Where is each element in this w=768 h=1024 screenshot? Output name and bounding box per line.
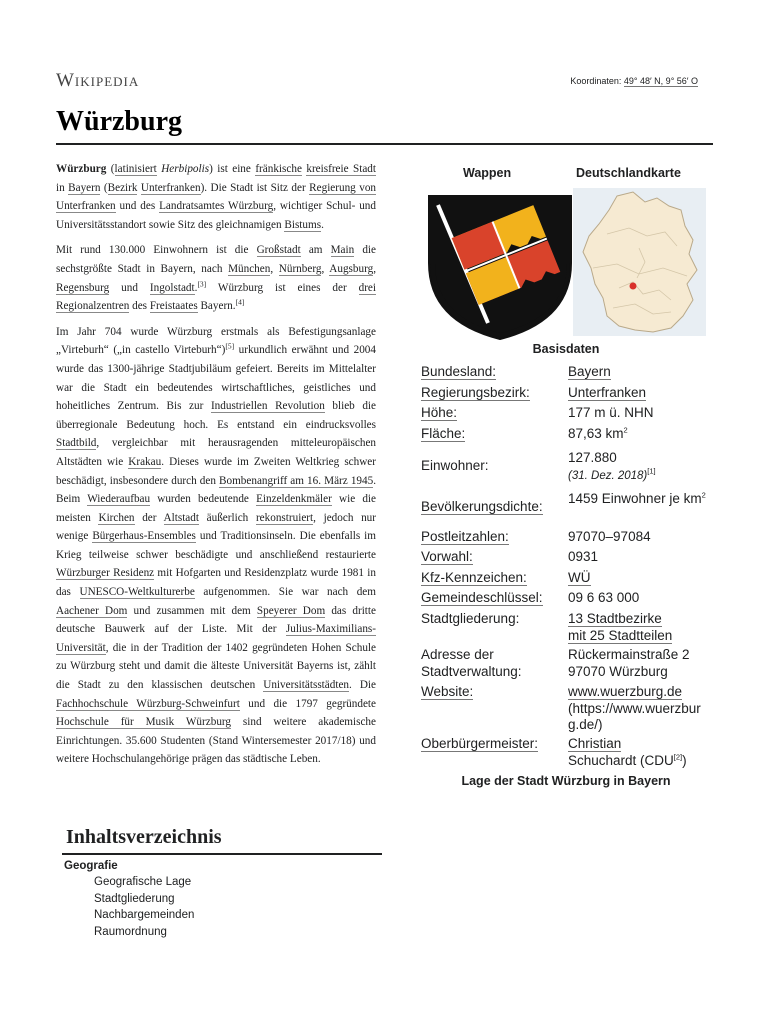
infobox-key[interactable]: Fläche: (421, 426, 466, 441)
paragraph-intro: Würzburg (latinisiert Herbipolis) ist eine fränkische kreisfreie Stadt in Bayern (Bezirk Unterfranken). Die Stadt ist Sitz der Regierung von Unterfranken und des Landratsamtes Würzburg, wichtiger Schul- und Universitätsstandort sowie Sitz des gleichnamigen Bistums. (56, 163, 377, 231)
inline-link[interactable]: UNESCO-Weltkulturerbe (79, 586, 195, 599)
toc-item[interactable]: Nachbargemeinden (94, 909, 195, 921)
infobox-key[interactable]: Kfz-Kennzeichen: (421, 570, 527, 585)
basisdaten-heading: Basisdaten (532, 342, 600, 356)
inline-link[interactable]: rekonstruiert (255, 511, 314, 524)
article-body (56, 160, 376, 776)
germany-map-image[interactable] (573, 188, 706, 336)
bold-term: Würzburg (56, 163, 107, 175)
coordinates-label: Koordinaten: (570, 76, 622, 86)
inline-link[interactable]: Wiederaufbau (87, 493, 151, 506)
infobox-key[interactable]: Gemeindeschlüssel: (421, 590, 543, 605)
infobox-key[interactable]: Vorwahl: (421, 549, 473, 564)
infobox-value-2: 97070 Würzburg (568, 663, 668, 679)
infobox-caption: Lage der Stadt Würzburg in Bayern (461, 774, 671, 788)
inline-link[interactable]: Bayern (68, 181, 101, 194)
paragraph-history: Im Jahr 704 wurde Würzburg erstmals als Befestigungsanlage „Virteburh“ („in castello Virteburh“)[5] urkundlich erwähnt und 2004 wurde das 1300-jährige Stadtjubiläum gefeiert. Bereits im Mittelalter war die Stadt ein bedeutendes wirtschaftliches, geistliches und hoheitliches Zentrum. Bis zur Industriellen Revolution blieb die überregionale Bedeutung hoch. Es entstand ein eindrucksvolles Stadtbild, vergleichbar mit herausragenden mitteleuropäischen Altstädten wie Krakau. Dieses wurde im Zweiten Weltkrieg schwer beschädigt, insbesondere durch den Bombenangriff am 16. März 1945. Beim Wiederaufbau wurden bedeutende Einzeldenkmäler wie die meisten Kirchen der Altstadt äußerlich rekonstruiert, jedoch nur wenige Bürgerhaus-Ensembles und Traditionsinseln. Die ebenfalls im Krieg teilweise schwer beschädigte und anschließend restaurierte Würzburger Residenz mit Hofgarten und Residenzplatz wurde 1981 in das UNESCO-Weltkulturerbe aufgenommen. Sie war nach dem Aachener Dom und zusammen mit dem Speyerer Dom das dritte deutsche Bauwerk auf der Liste. Mit der Julius-Maximilians-Universität, die in der Tradition der 1402 gegründeten Hohen Schule zu Würzburg steht und damit die älteste Universität Bayerns ist, zählt die Stadt zu den klassischen deutschen Universitätsstädten. Die Fachhochschule Würzburg-Schweinfurt und die 1797 gegründete Hochschule für Musik Würzburg sind weitere akademische Einrichtungen. 35.600 Studenten (Stand Wintersemester 2017/18) und weitere Hochschulangehörige prägen das städtische Leben. (56, 325, 377, 766)
inline-link[interactable]: latinisiert (114, 163, 157, 175)
infobox-value[interactable]: Bayern (568, 364, 611, 379)
inline-link[interactable]: Nürnberg (278, 262, 322, 275)
infobox-value: 127.880 (568, 450, 617, 465)
inline-link[interactable]: Ingolstadt (149, 281, 195, 294)
inline-link[interactable]: Speyerer Dom (256, 604, 326, 617)
inline-link[interactable]: Regensburg (56, 281, 110, 294)
inline-link[interactable]: Augsburg (329, 262, 374, 275)
reference-link[interactable]: [1] (647, 466, 656, 475)
inline-link[interactable]: Stadtbild (56, 437, 97, 450)
reference-link[interactable]: [5] (225, 341, 235, 351)
superscript: 2 (623, 425, 628, 435)
reference-link[interactable]: [4] (235, 297, 245, 307)
inline-link[interactable]: Altstadt (163, 511, 199, 524)
coat-of-arms-image[interactable] (426, 193, 574, 341)
inline-link[interactable]: Landratsamtes Würzburg (159, 200, 274, 213)
superscript: 2 (701, 490, 706, 500)
infobox-key[interactable]: Bundesland: (421, 364, 497, 379)
infobox-key[interactable]: Regierungsbezirk: (421, 385, 530, 400)
inline-link[interactable]: Universitätsstädten (263, 679, 350, 692)
infobox-value[interactable]: WÜ (568, 570, 591, 585)
toc-divider (62, 853, 382, 855)
website-link[interactable]: www.wuerzburg.de (568, 684, 683, 699)
coat-of-arms-label: Wappen (463, 166, 512, 180)
reference-link[interactable]: [2] (673, 752, 683, 761)
infobox-key: Stadtgliederung: (421, 611, 520, 626)
mayor-party-close: ) (682, 752, 687, 768)
infobox-value-2[interactable]: mit 25 Stadtteilen (568, 627, 673, 643)
inline-link[interactable]: Bezirk (107, 181, 138, 194)
inline-link[interactable]: Julius-Maximilians-Universität (56, 623, 376, 654)
inline-link[interactable]: Aachener Dom (56, 604, 128, 617)
infobox-key[interactable]: Postleitzahlen: (421, 529, 509, 544)
toc-item[interactable]: Raumordnung (94, 926, 167, 938)
inline-link[interactable]: Hochschule für Musik Würzburg (56, 716, 232, 729)
infobox-value: 1459 Einwohner je km (568, 491, 702, 506)
inline-link[interactable]: Unterfranken (140, 181, 201, 194)
toc-item[interactable]: Stadtgliederung (94, 893, 175, 905)
inline-link[interactable]: Industriellen Revolution (210, 400, 325, 413)
mayor-party: Schuchardt (CDU (568, 752, 674, 768)
inline-link[interactable]: Bürgerhaus-Ensembles (92, 530, 196, 543)
website-url[interactable]: (https://www.wuerzburg.de/) (568, 700, 701, 732)
toc-section-geografie[interactable]: Geografie (64, 860, 118, 872)
inline-link[interactable]: fränkische (255, 163, 302, 175)
wikipedia-logo[interactable]: Wikipedia (56, 70, 140, 91)
infobox-value[interactable]: 13 Stadtbezirke (568, 611, 662, 626)
inline-link[interactable]: Krakau (128, 455, 162, 468)
infobox-value: 177 m ü. NHN (568, 405, 654, 420)
inline-link[interactable]: Würzburger Residenz (56, 567, 155, 580)
infobox-value: 09 6 63 000 (568, 590, 640, 605)
coordinates-link[interactable]: 49° 48′ N, 9° 56′ O (623, 76, 698, 86)
infobox-key[interactable]: Bevölkerungsdichte: (421, 499, 543, 514)
inline-link[interactable]: Regierung von Unterfranken (56, 181, 377, 213)
paragraph-population: Mit rund 130.000 Einwohnern ist die Großstadt am Main die sechstgrößte Stadt in Bayern, nach München, Nürnberg, Augsburg, Regensburg und Ingolstadt.[3] Würzburg ist eines der drei Regionalzentren des Freistaates Bayern.[4] (56, 244, 377, 313)
toc-title: Inhaltsverzeichnis (66, 826, 222, 848)
inline-link[interactable]: Freistaates (149, 300, 198, 313)
infobox-value: 97070–97084 (568, 529, 651, 544)
infobox-value[interactable]: Unterfranken (568, 385, 647, 400)
title-divider (56, 143, 713, 145)
infobox-key[interactable]: Website: (421, 684, 474, 699)
inline-link[interactable]: Einzeldenkmäler (256, 493, 332, 506)
italic-term: Herbipolis (161, 163, 210, 175)
page-title: Würzburg (56, 106, 182, 137)
inline-link[interactable]: München (228, 262, 271, 275)
toc-item[interactable]: Geografische Lage (94, 876, 192, 888)
infobox-key[interactable]: Höhe: (421, 405, 458, 420)
infobox-value: 0931 (568, 549, 599, 564)
germany-map-label: Deutschlandkarte (576, 166, 681, 180)
infobox-key: Einwohner: (421, 458, 489, 473)
infobox-value: 87,63 km (568, 426, 624, 441)
mayor-link[interactable]: Christian (568, 736, 622, 751)
location-marker (630, 283, 637, 290)
infobox-date: (31. Dez. 2018) (568, 469, 648, 482)
inline-link[interactable]: Fachhochschule Würzburg-Schweinfurt (56, 697, 240, 710)
reference-link[interactable]: [3] (197, 278, 207, 288)
inline-link[interactable]: kreisfreie Stadt (306, 163, 377, 175)
coordinates (570, 76, 698, 86)
inline-link[interactable]: Main (330, 244, 355, 257)
inline-link[interactable]: drei Regionalzentren (56, 281, 377, 313)
infobox-key[interactable]: Oberbürgermeister: (421, 736, 539, 751)
inline-link[interactable]: Bombenangriff am 16. März 1945 (219, 474, 374, 487)
infobox-value: Rückermainstraße 2 (568, 647, 690, 662)
inline-link[interactable]: Großstadt (256, 244, 301, 257)
inline-link[interactable]: Kirchen (98, 511, 135, 524)
inline-link[interactable]: Bistums (284, 218, 322, 231)
infobox-key: Adresse der Stadtverwaltung: (421, 647, 522, 679)
